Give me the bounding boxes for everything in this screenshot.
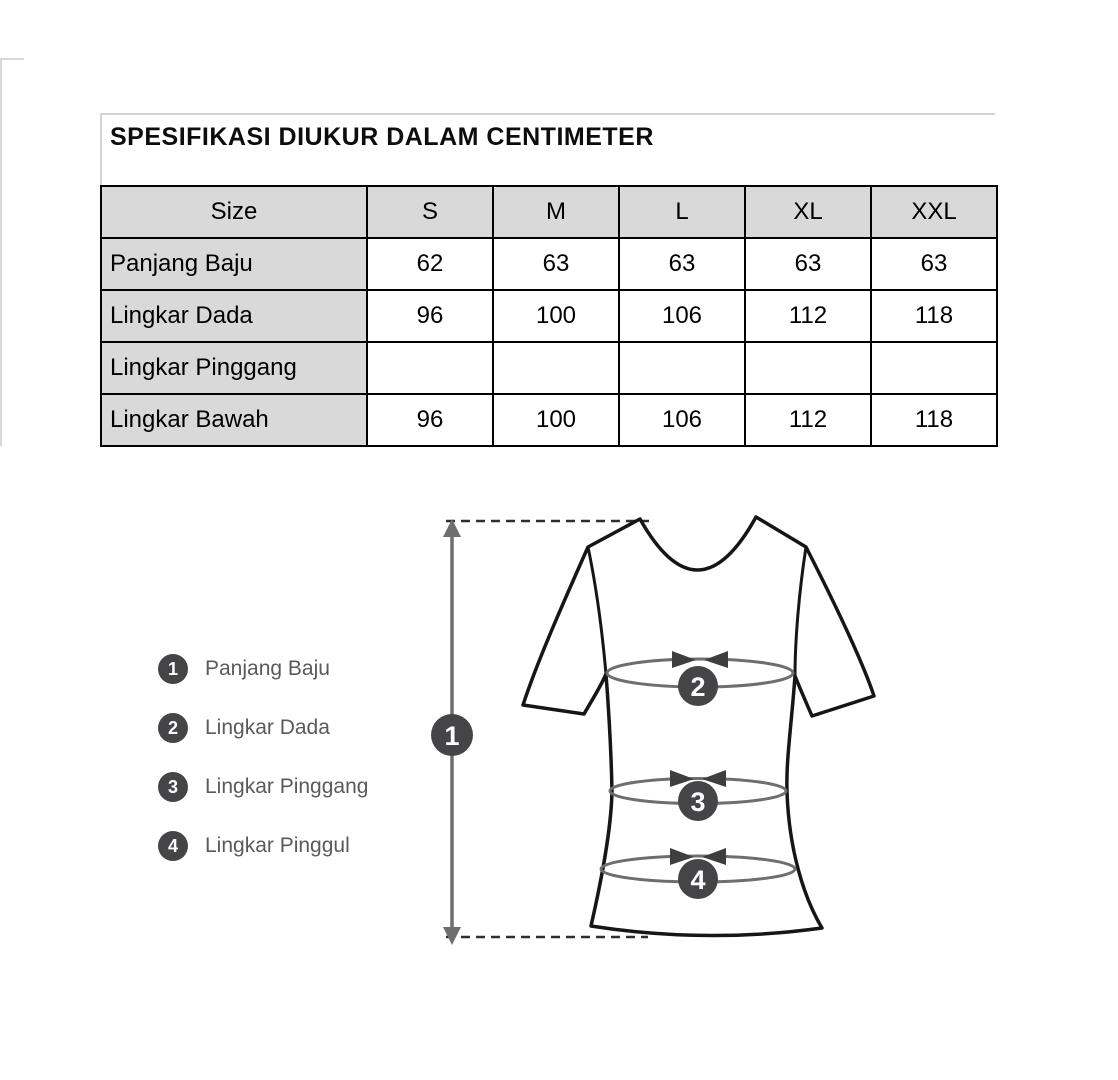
legend-label: Lingkar Dada (205, 716, 330, 739)
column-header-xxl: XXL (871, 186, 997, 238)
legend-item-panjang-baju (158, 654, 368, 684)
column-header-size: Size (101, 186, 367, 238)
arrow-up-icon (443, 519, 461, 537)
row-label: Panjang Baju (101, 238, 367, 290)
number-4-badge-icon: 4 (158, 831, 188, 861)
value-cell: 118 (871, 394, 997, 446)
value-cell: 63 (619, 238, 745, 290)
table-row-lingkar-bawah (101, 394, 997, 446)
value-cell: 63 (745, 238, 871, 290)
title-box (100, 113, 995, 185)
value-cell: 112 (745, 290, 871, 342)
tshirt-measurement-diagram (430, 495, 942, 965)
value-cell: 112 (745, 394, 871, 446)
table-row-panjang-baju (101, 238, 997, 290)
legend-label: Lingkar Pinggang (205, 775, 369, 798)
row-label: Lingkar Dada (101, 290, 367, 342)
row-label: Lingkar Pinggang (101, 342, 367, 394)
diagram-badge-1-number: 1 (444, 721, 460, 751)
length-measure-line (431, 519, 473, 945)
legend-item-lingkar-pinggang (158, 772, 368, 802)
corner-fragment-horizontal-line (0, 58, 24, 60)
arrow-down-icon (443, 927, 461, 945)
size-table (100, 185, 998, 447)
legend-label: Lingkar Pinggul (205, 834, 350, 857)
diagram-badge-3-number: 3 (690, 787, 706, 817)
measurement-legend (158, 654, 368, 890)
value-cell (745, 342, 871, 394)
value-cell (619, 342, 745, 394)
column-header-xl: XL (745, 186, 871, 238)
corner-fragment-vertical-line (0, 58, 2, 446)
table-row-lingkar-pinggang (101, 342, 997, 394)
column-header-l: L (619, 186, 745, 238)
diagram-badge-4-number: 4 (690, 865, 706, 895)
legend-item-lingkar-dada (158, 713, 368, 743)
value-cell: 62 (367, 238, 493, 290)
value-cell: 118 (871, 290, 997, 342)
value-cell: 106 (619, 290, 745, 342)
number-1-badge-icon: 1 (158, 654, 188, 684)
value-cell: 100 (493, 394, 619, 446)
number-3-badge-icon: 3 (158, 772, 188, 802)
diagram-badge-2-number: 2 (690, 672, 706, 702)
column-header-m: M (493, 186, 619, 238)
value-cell: 63 (871, 238, 997, 290)
value-cell: 63 (493, 238, 619, 290)
column-header-s: S (367, 186, 493, 238)
value-cell (493, 342, 619, 394)
value-cell: 96 (367, 394, 493, 446)
value-cell: 106 (619, 394, 745, 446)
row-label: Lingkar Bawah (101, 394, 367, 446)
legend-label: Panjang Baju (205, 657, 330, 680)
number-2-badge-icon: 2 (158, 713, 188, 743)
value-cell (871, 342, 997, 394)
value-cell: 100 (493, 290, 619, 342)
table-row-lingkar-dada (101, 290, 997, 342)
value-cell (367, 342, 493, 394)
value-cell: 96 (367, 290, 493, 342)
legend-item-lingkar-pinggul (158, 831, 368, 861)
table-header-row (101, 186, 997, 238)
page-title: SPESIFIKASI DIUKUR DALAM CENTIMETER (110, 123, 654, 151)
